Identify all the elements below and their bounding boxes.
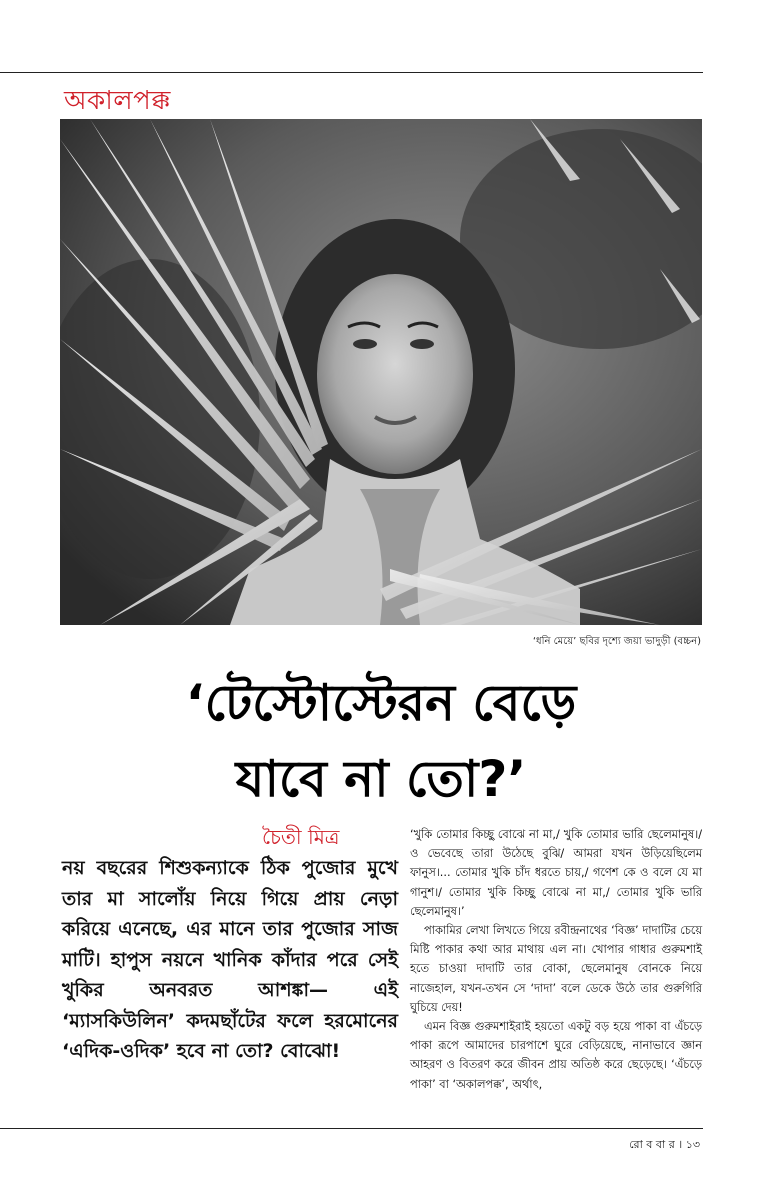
bottom-rule (0, 1128, 703, 1129)
film-still-photo (60, 119, 702, 625)
body-paragraph: এমন বিজ্ঞ গুরুমশাইরাই হয়তো একটু বড় হয়ে পাকা বা এঁচড়ে পাকা রূপে আমাদের চারপাশে ঘুরে বেড়িয়েছে, নানাভাবে জ্ঞান আহরণ ও বিতরণ করে জীবন প্রায় অতিষ্ঠ করে ছেড়েছে। ‘এঁচড়ে পাকা’ বা ‘অকালপক্ক’, অর্থাৎ, (410, 1020, 702, 1091)
photo-caption: ‘ধনি মেয়ে’ ছবির দৃশ্যে জয়া ভাদুড়ী (বচ্চন) (532, 636, 701, 647)
headline-line-2: যাবে না তো?’ (235, 750, 527, 808)
section-label: অকালপক্ক (64, 86, 171, 116)
page-folio: রো ব বা র । ১৩ (629, 1138, 700, 1151)
body-paragraph: পাকামির লেখা লিখতে গিয়ে রবীন্দ্রনাথের ‘বিজ্ঞ’ দাদাটির চেয়ে মিষ্টি পাকার কথা আর মাথায় এল না। খোপার গাধার গুরুমশাই হতে চাওয়া দাদাটি তার বোকা, ছেলেমানুষ বোনকে নিয়ে নাজেহাল, যখন-তখন সে ‘দাদা’ বলে ডেকে উঠে তার গুরুগিরি ঘুচিয়ে দেয়! (410, 924, 702, 1014)
top-rule (0, 72, 703, 73)
body-paragraph: ‘খুকি তোমার কিচ্ছু বোঝে না মা,/ খুকি তোমার ভারি ছেলেমানুষ।/ ও ভেবেছে তারা উঠেছে বুঝি/ আমরা যখন উড়িয়েছিলেম ফানুস।... তোমার খুকি চাঁদ ধরতে চায়,/ গণেশ কে ও বলে যে মা গানুশ।/ তোমার খুকি কিচ্ছু বোঝে না মা,/ তোমার খুকি ভারি ছেলেমানুষ।’ (410, 828, 702, 918)
author-byline: চৈতী মিত্র (262, 825, 340, 849)
body-column (410, 825, 702, 1094)
headline-line-1: ‘টেস্টোস্টেরন বেড়ে (185, 674, 577, 732)
headline (60, 665, 702, 817)
lead-paragraph: নয় বছরের শিশুকন্যাকে ঠিক পুজোর মুখে তার মা সালোঁয় নিয়ে গিয়ে প্রায় নেড়া করিয়ে এনেছে, এর মানে তার পুজোর সাজ মাটি। হাপুস নয়নে খানিক কাঁদার পরে সেই খুকির অনবরত আশঙ্কা— এই ‘ম্যাসকিউলিন’ কদমছাঁটের ফলে হরমোনের ‘এদিক-ওদিক’ হবে না তো? বোঝো! (62, 857, 398, 1062)
